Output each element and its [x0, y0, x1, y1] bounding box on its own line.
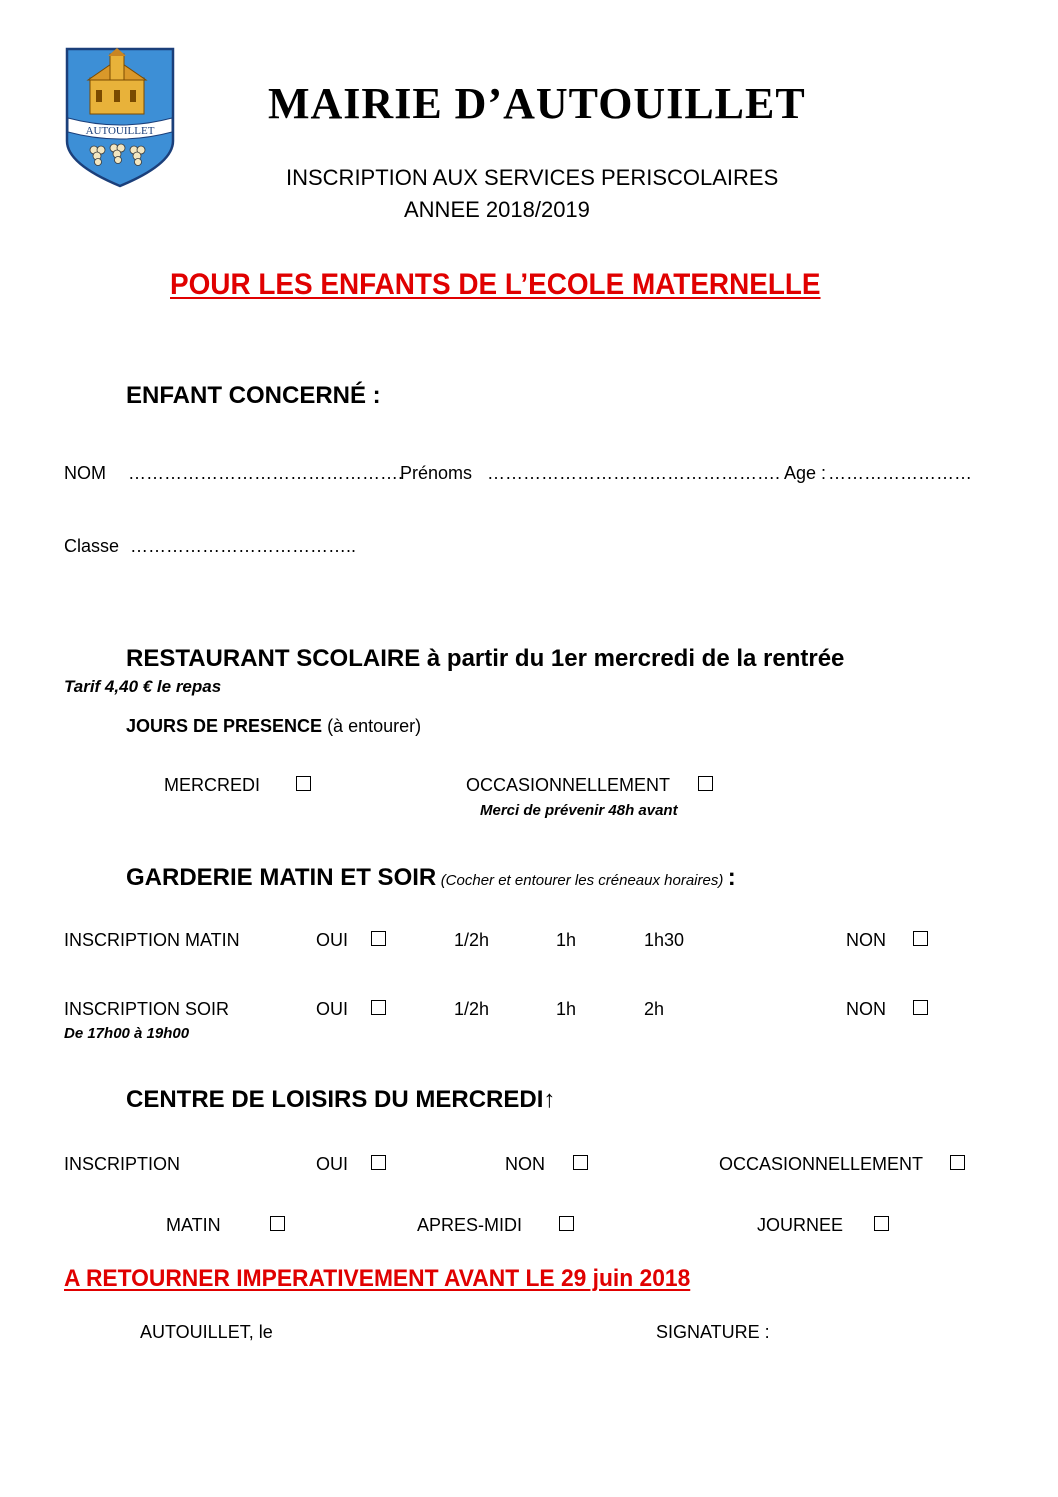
- soir-slot-1h[interactable]: 1h: [556, 999, 577, 1019]
- meal-price: Tarif 4,40 € le repas: [64, 677, 222, 696]
- soir-slot-half-hour[interactable]: 1/2h: [454, 999, 490, 1019]
- garderie-colon: :: [727, 864, 736, 891]
- restaurant-section-heading: RESTAURANT SCOLAIRE à partir du 1er mercredi de la rentrée: [126, 645, 845, 672]
- attendance-days-note: (à entourer): [322, 716, 422, 736]
- soir-slot-2h[interactable]: 2h: [644, 999, 665, 1019]
- prenoms-field[interactable]: ………………………………………….: [487, 463, 781, 483]
- soir-oui-checkbox[interactable]: [371, 1000, 386, 1015]
- attendance-days-label: JOURS DE PRESENCE: [126, 716, 323, 736]
- matin-slot-1h[interactable]: 1h: [556, 930, 577, 950]
- loisirs-oui-checkbox[interactable]: [371, 1155, 386, 1170]
- loisirs-oui-label: OUI: [316, 1154, 349, 1174]
- garderie-note: (Cocher et entourer les créneaux horaires): [440, 872, 724, 889]
- garderie-section-heading: [126, 864, 736, 892]
- matin-slot-1h30[interactable]: 1h30: [644, 930, 685, 950]
- garderie-heading-text: GARDERIE MATIN ET SOIR: [126, 864, 437, 891]
- loisirs-occasional-label: OCCASIONNELLEMENT: [719, 1154, 924, 1174]
- loisirs-non-checkbox[interactable]: [573, 1155, 588, 1170]
- notice-48h: Merci de prévenir 48h avant: [480, 802, 678, 819]
- nom-label: NOM: [64, 463, 106, 483]
- coat-of-arms-logo: [64, 46, 176, 193]
- soir-oui-label: OUI: [316, 999, 349, 1019]
- return-deadline: A RETOURNER IMPERATIVEMENT AVANT LE 29 juin 2018: [64, 1265, 691, 1292]
- loisirs-matin-label: MATIN: [166, 1215, 221, 1235]
- classe-field[interactable]: ………………………………..: [130, 536, 357, 556]
- loisirs-matin-checkbox[interactable]: [270, 1216, 285, 1231]
- restaurant-occasional-checkbox[interactable]: [698, 776, 713, 791]
- loisirs-occasional-checkbox[interactable]: [950, 1155, 965, 1170]
- matin-non-checkbox[interactable]: [913, 931, 928, 946]
- form-subtitle: INSCRIPTION AUX SERVICES PERISCOLAIRES: [286, 165, 779, 190]
- loisirs-non-label: NON: [505, 1154, 545, 1174]
- target-audience-banner: POUR LES ENFANTS DE L’ECOLE MATERNELLE: [170, 268, 821, 301]
- age-field[interactable]: ……………………: [828, 463, 972, 483]
- matin-oui-checkbox[interactable]: [371, 931, 386, 946]
- school-year: ANNEE 2018/2019: [404, 197, 590, 222]
- inscription-matin-label: INSCRIPTION MATIN: [64, 930, 240, 950]
- matin-oui-label: OUI: [316, 930, 349, 950]
- inscription-soir-label: INSCRIPTION SOIR: [64, 999, 230, 1019]
- logo-ribbon-text: AUTOUILLET: [85, 125, 155, 137]
- classe-label: Classe: [64, 536, 120, 556]
- mercredi-label: MERCREDI: [164, 775, 261, 795]
- matin-slot-half-hour[interactable]: 1/2h: [454, 930, 490, 950]
- child-section-heading: ENFANT CONCERNÉ :: [126, 382, 381, 409]
- attendance-days: [126, 716, 421, 737]
- loisirs-journee-checkbox[interactable]: [874, 1216, 889, 1231]
- loisirs-apres-midi-label: APRES-MIDI: [417, 1215, 523, 1235]
- soir-non-checkbox[interactable]: [913, 1000, 928, 1015]
- mercredi-checkbox[interactable]: [296, 776, 311, 791]
- age-label: Age :: [784, 463, 827, 483]
- restaurant-occasional-label: OCCASIONNELLEMENT: [466, 775, 671, 795]
- matin-non-label: NON: [846, 930, 886, 950]
- soir-non-label: NON: [846, 999, 886, 1019]
- place-date-label: AUTOUILLET, le: [140, 1322, 273, 1342]
- soir-hours: De 17h00 à 19h00: [64, 1025, 190, 1042]
- signature-label: SIGNATURE :: [656, 1322, 770, 1342]
- loisirs-section-heading: CENTRE DE LOISIRS DU MERCREDI↑: [126, 1086, 556, 1113]
- prenoms-label: Prénoms: [400, 463, 473, 483]
- loisirs-journee-label: JOURNEE: [757, 1215, 844, 1235]
- loisirs-apres-midi-checkbox[interactable]: [559, 1216, 574, 1231]
- nom-field[interactable]: ……………………………………….: [128, 463, 404, 483]
- page-title: MAIRIE D’AUTOUILLET: [268, 79, 806, 128]
- loisirs-inscription-label: INSCRIPTION: [64, 1154, 181, 1174]
